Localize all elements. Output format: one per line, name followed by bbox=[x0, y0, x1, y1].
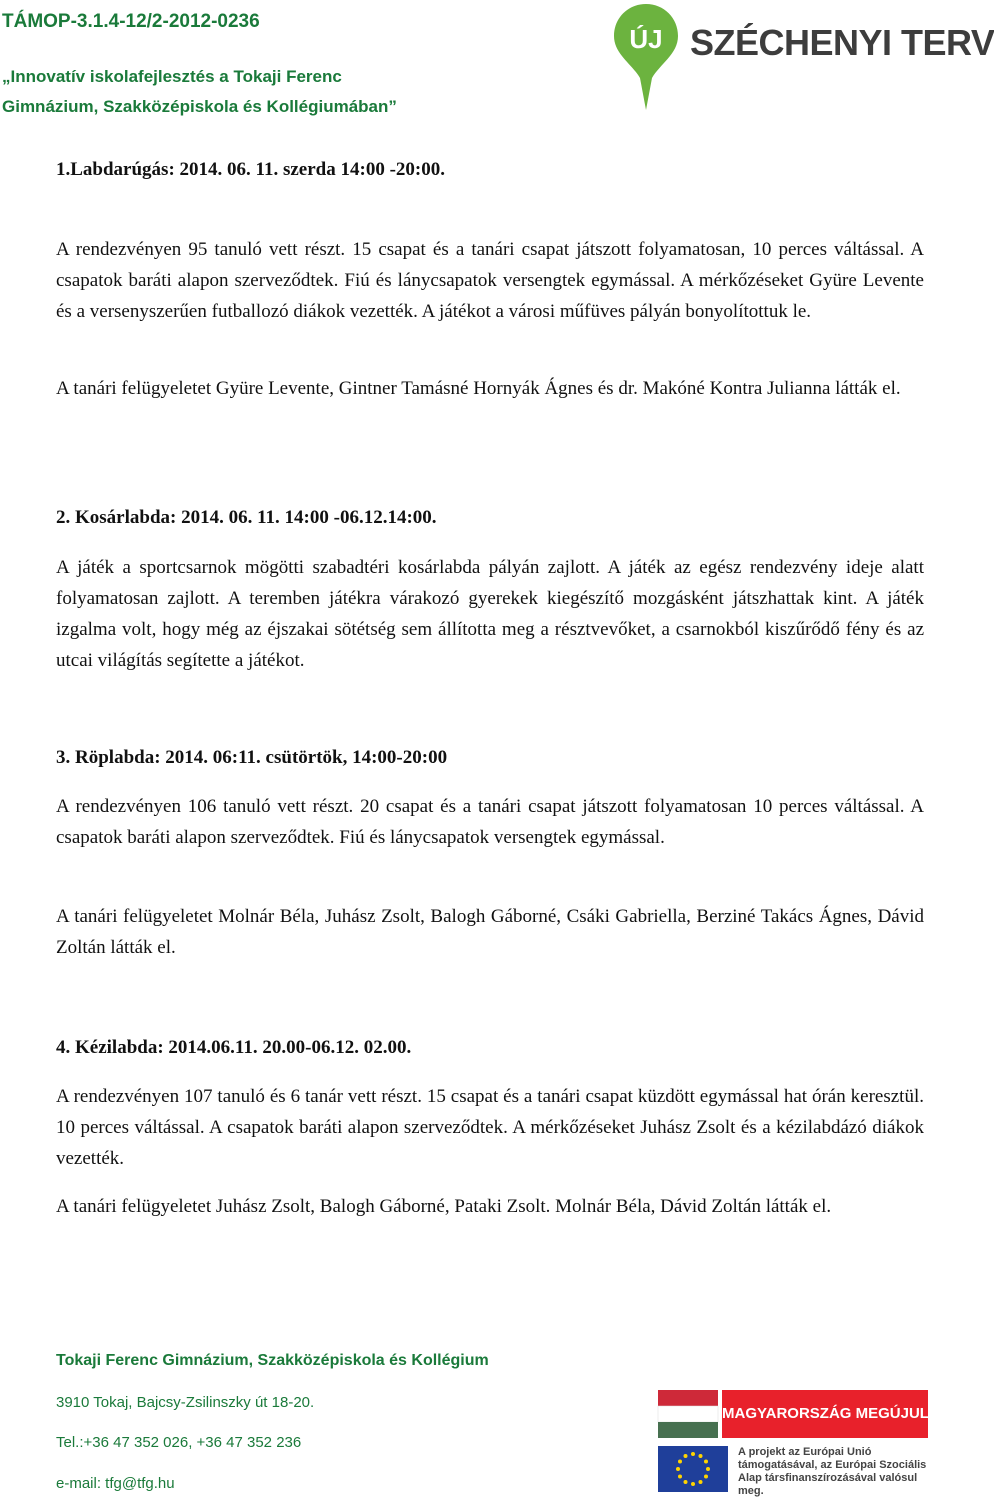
header-project-info bbox=[0, 8, 600, 122]
logo-text: SZÉCHENYI TERV bbox=[690, 22, 994, 63]
footer-email: e-mail: tfg@tfg.hu bbox=[56, 1475, 175, 1492]
section-3-paragraph-1: A rendezvényen 106 tanuló vett részt. 20 csapat és a tanári csapat játszott folyamatosan 10 perces váltással. A csapatok baráti alapon szerveződtek. Fiú és lánycsapatok versengtek egymással. bbox=[56, 796, 924, 848]
magyarorszag-megujul-logo bbox=[658, 1390, 928, 1438]
section-1-title: 1.Labdarúgás: 2014. 06. 11. szerda 14:00 -20:00. bbox=[56, 159, 445, 180]
szechenyi-terv-logo bbox=[612, 2, 994, 112]
section-3-title: 3. Röplabda: 2014. 06:11. csütörtök, 14:00-20:00 bbox=[56, 747, 448, 768]
section-4-title: 4. Kézilabda: 2014.06.11. 20.00-06.12. 02.00. bbox=[56, 1037, 412, 1058]
section-4-paragraph-1: A rendezvényen 107 tanuló és 6 tanár vett részt. 15 csapat és a tanári csapat küzdött egymással hat órán keresztül. 10 perces váltással. A csapatok baráti alapon szerveződtek. A mérkőzéseket Juhász Zsolt és a kézilabdázó diákok vezették. bbox=[56, 1086, 924, 1169]
logo-badge: ÚJ bbox=[629, 24, 663, 54]
section-4-paragraph-2: A tanári felügyeletet Juhász Zsolt, Balogh Gáborné, Pataki Zsolt. Molnár Béla, Dávid Zoltán látták el. bbox=[56, 1196, 832, 1217]
eu-funding-text: A projekt az Európai Unió támogatásával, az Európai Szociális Alap társfinanszírozásával valósul meg. bbox=[738, 1446, 927, 1497]
magyarorszag-megujul-text: MAGYARORSZÁG MEGÚJUL bbox=[722, 1390, 928, 1438]
eu-funding-logo bbox=[658, 1446, 938, 1497]
footer-phone: Tel.:+36 47 352 026, +36 47 352 236 bbox=[56, 1434, 302, 1451]
project-code: TÁMOP-3.1.4-12/2-2012-0236 bbox=[2, 11, 260, 32]
map-pin-icon bbox=[612, 2, 692, 112]
section-2-paragraph-1: A játék a sportcsarnok mögötti szabadtéri kosárlabda pályán zajlott. A játék az egész rendezvény ideje alatt folyamatosan zajlott. A teremben játékra várakozó gyerekek kiegészítő mozgásként játszhattak kint. A játék izgalma volt, hogy még az éjszakai sötétség sem állította meg a résztvevőket, a csarnokból kiszűrődő fény és az utcai világítás segítette a játékot. bbox=[56, 557, 924, 671]
hungarian-flag-icon bbox=[658, 1390, 718, 1438]
section-1-paragraph-2: A tanári felügyeletet Gyüre Levente, Gintner Tamásné Hornyák Ágnes és dr. Makóné Kontra Julianna látták el. bbox=[56, 378, 901, 399]
footer-address: 3910 Tokaj, Bajcsy-Zsilinszky út 18-20. bbox=[56, 1394, 315, 1411]
project-title-line-2: Gimnázium, Szakközépiskola és Kollégiumában” bbox=[2, 97, 397, 116]
eu-flag-icon bbox=[658, 1446, 728, 1492]
project-title-line-1: „Innovatív iskolafejlesztés a Tokaji Ferenc bbox=[2, 67, 342, 86]
section-1-paragraph-1: A rendezvényen 95 tanuló vett részt. 15 csapat és a tanári csapat játszott folyamatosan, 10 perces váltással. A csapatok baráti alapon szerveződtek. Fiú és lánycsapatok versengtek egymással. A mérkőzéseket Gyüre Levente és a versenyszerűen futballozó diákok vezették. A játékot a városi műfüves pályán bonyolítottuk le. bbox=[56, 239, 924, 322]
section-2-title: 2. Kosárlabda: 2014. 06. 11. 14:00 -06.12.14:00. bbox=[56, 507, 437, 528]
footer-school-name: Tokaji Ferenc Gimnázium, Szakközépiskola és Kollégium bbox=[56, 1352, 489, 1369]
section-3-paragraph-2: A tanári felügyeletet Molnár Béla, Juhász Zsolt, Balogh Gáborné, Csáki Gabriella, Berziné Takács Ágnes, Dávid Zoltán látták el. bbox=[56, 906, 924, 958]
